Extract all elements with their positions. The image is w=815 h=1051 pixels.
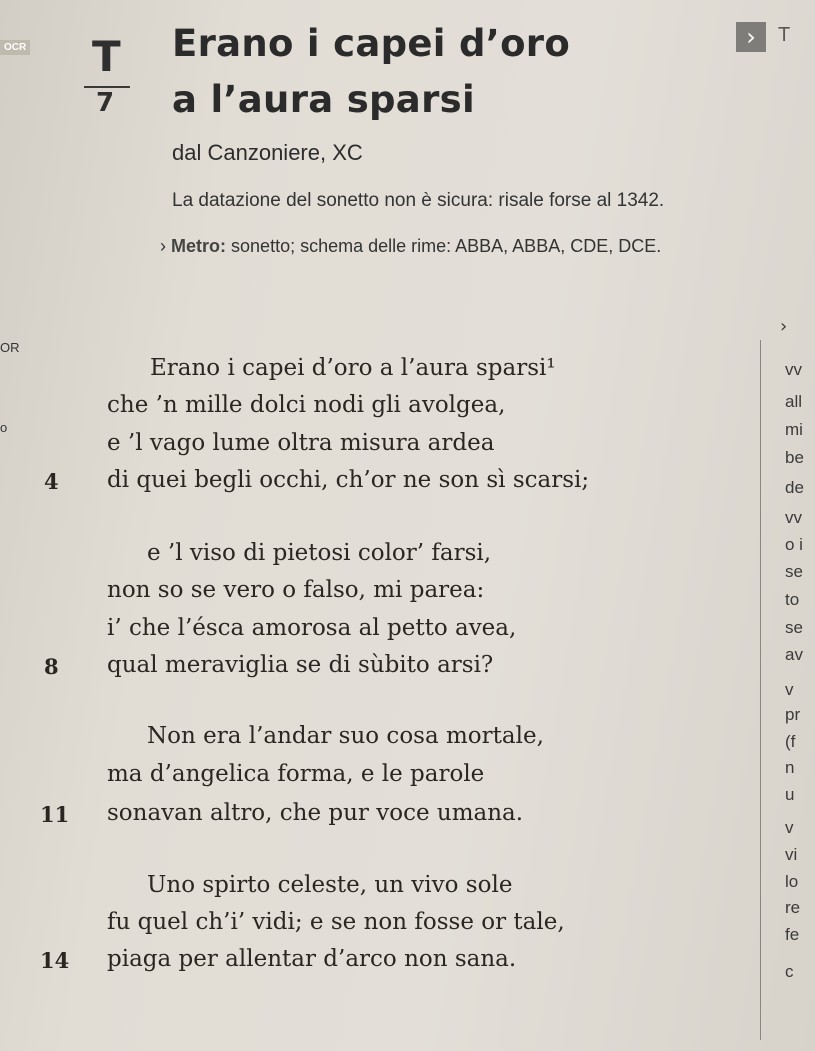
right-column-fragment: v xyxy=(785,818,794,837)
text-number-badge xyxy=(76,30,136,126)
right-column-fragment: be xyxy=(785,448,804,467)
verse-line: i’ che l’ésca amorosa al petto avea, xyxy=(107,615,517,641)
badge-number: 7 xyxy=(96,88,115,118)
right-column-fragment: n xyxy=(785,758,795,777)
verse-line: ma d’angelica forma, e le parole xyxy=(107,761,485,787)
verse-line: non so se vero o falso, mi parea: xyxy=(107,577,485,603)
right-column-fragment: u xyxy=(785,785,795,804)
verse-line: e ’l viso di pietosi color’ farsi, xyxy=(147,540,492,566)
right-column-fragment: vv xyxy=(785,508,802,527)
badge-letter: T xyxy=(92,32,121,81)
verse-line: fu quel ch’i’ vidi; e se non fosse or tale, xyxy=(107,909,565,935)
verse-line: Non era l’andar suo cosa mortale, xyxy=(147,723,544,749)
metro-note xyxy=(160,236,661,257)
column-divider xyxy=(760,340,761,1040)
arrow-icon: › xyxy=(160,236,166,256)
chevron-right-icon[interactable]: › xyxy=(736,22,766,52)
metro-label: Metro: xyxy=(171,236,227,256)
verse-number: 8 xyxy=(44,654,59,679)
title-line-1: Erano i capei d’oro xyxy=(172,22,571,65)
verse-line: e ’l vago lume oltra misura ardea xyxy=(107,430,495,456)
right-column-fragment: re xyxy=(785,898,801,917)
verse-line: Erano i capei d’oro a l’aura sparsi¹ xyxy=(150,355,556,381)
right-column-fragment: vi xyxy=(785,845,798,864)
verse-number: 11 xyxy=(40,802,70,827)
right-column-fragment: v xyxy=(785,680,794,699)
right-column-fragment: de xyxy=(785,478,804,497)
dating-note: La datazione del sonetto non è sicura: risale forse al 1342. xyxy=(172,190,665,211)
verse-line: qual meraviglia se di sùbito arsi? xyxy=(107,652,494,678)
right-column-fragment: (f xyxy=(785,732,796,751)
left-edge-fragment: o xyxy=(0,420,8,435)
title-line-2: a l’aura sparsi xyxy=(172,78,475,121)
right-column-fragment: c xyxy=(785,962,794,981)
left-edge-tab: OCR xyxy=(0,40,30,55)
right-column-fragment: lo xyxy=(785,872,799,891)
verse-line: Uno spirto celeste, un vivo sole xyxy=(147,872,513,898)
right-column-fragment: all xyxy=(785,392,803,411)
right-column-fragment: mi xyxy=(785,420,803,439)
verse-line: di quei begli occhi, ch’or ne son sì scarsi; xyxy=(107,467,590,493)
chevron-right-icon: › xyxy=(780,316,788,337)
verse-line: che ’n mille dolci nodi gli avolgea, xyxy=(107,392,506,418)
right-column-fragment: vv xyxy=(785,360,802,379)
verse-line: sonavan altro, che pur voce umana. xyxy=(107,800,524,826)
verse-number: 14 xyxy=(40,948,70,973)
left-margin-crop xyxy=(0,0,60,1051)
left-edge-fragment: OR xyxy=(0,340,20,355)
nav-label: T xyxy=(778,24,791,46)
right-column-fragment: fe xyxy=(785,925,800,944)
right-column-fragment: se xyxy=(785,618,803,637)
right-column-fragment: pr xyxy=(785,705,801,724)
right-column-fragment: av xyxy=(785,645,803,664)
source-subtitle: dal Canzoniere, XC xyxy=(172,140,363,165)
right-column-fragment: o i xyxy=(785,535,803,554)
verse-line: piaga per allentar d’arco non sana. xyxy=(107,946,517,972)
metro-text: sonetto; schema delle rime: ABBA, ABBA, CDE, DCE. xyxy=(231,236,662,256)
right-column-fragment: to xyxy=(785,590,800,609)
right-column-fragment: se xyxy=(785,562,803,581)
verse-number: 4 xyxy=(44,469,59,494)
